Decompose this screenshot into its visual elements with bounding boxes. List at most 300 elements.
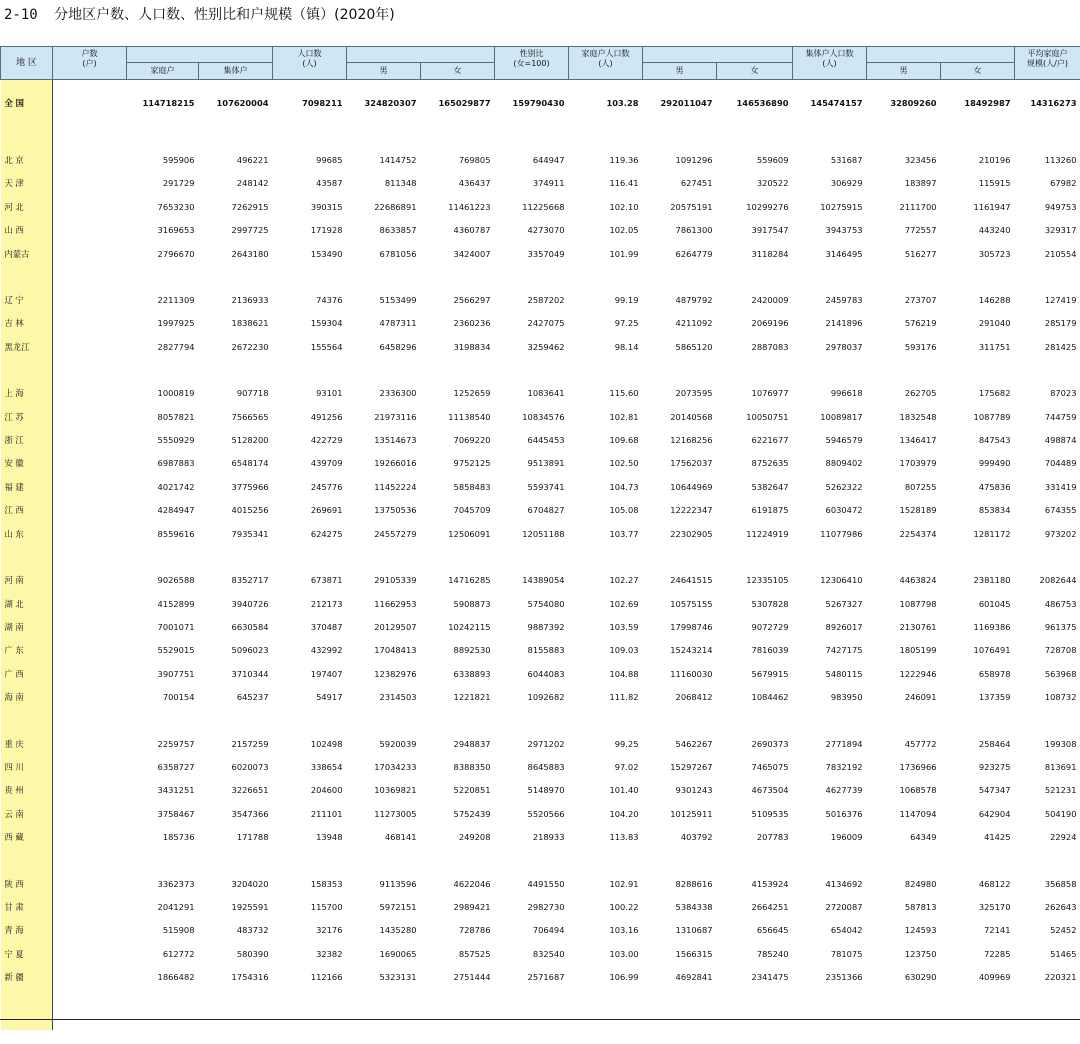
table-cell: 516277: [904, 248, 937, 259]
table-cell: 374911: [532, 178, 565, 189]
table-cell: 10089817: [820, 411, 863, 422]
table-cell: 504190: [1044, 808, 1077, 819]
table-cell: 2073595: [675, 388, 713, 399]
table-cell: 824980: [904, 878, 937, 889]
table-cell: 496221: [236, 155, 269, 165]
table-row: [1, 196, 1080, 219]
table-cell: 2827794: [157, 341, 195, 352]
table-row: [1, 429, 1080, 452]
table-cell: 102.27: [609, 575, 639, 586]
table-cell: 17562037: [670, 458, 713, 469]
table-cell: 4787311: [379, 318, 417, 329]
table-cell: 728708: [1044, 645, 1077, 656]
table-cell: 20140568: [670, 411, 713, 422]
table-cell: 5858483: [453, 481, 491, 492]
table-cell: 3775966: [231, 481, 269, 492]
table-cell: 3907751: [157, 668, 195, 679]
table-cell: 11138540: [448, 411, 491, 422]
table-cell: 104.88: [609, 668, 639, 679]
table-cell: 9072729: [751, 621, 789, 632]
table-cell: 7861300: [675, 225, 713, 236]
table-row: [1, 336, 1080, 359]
table-cell: 2041291: [157, 901, 195, 912]
table-cell: 1084462: [751, 692, 789, 703]
table-row: [1, 756, 1080, 779]
table-cell: 4152899: [157, 598, 195, 609]
table-cell: 1346417: [899, 435, 937, 446]
table-cell: 2314503: [379, 692, 417, 703]
header-collective-households: 集体户: [199, 63, 273, 80]
region-name: 辽 宁: [1, 289, 53, 312]
table-spacer-row: [1, 990, 1080, 1030]
table-cell: 704489: [1044, 458, 1077, 469]
table-cell: 103.59: [609, 621, 639, 632]
table-cell: 245776: [310, 481, 343, 492]
table-cell: 2341475: [751, 972, 789, 983]
table-cell: 8633857: [379, 225, 417, 236]
table-cell: 124593: [904, 925, 937, 936]
table-cell: 3118284: [751, 248, 789, 259]
table-cell: 601045: [978, 598, 1011, 609]
table-cell: 515908: [162, 925, 195, 936]
region-name: 山 西: [1, 219, 53, 242]
header-sex-ratio: 性别比 (女=100): [495, 47, 569, 80]
table-cell: 3169653: [157, 225, 195, 236]
table-cell: 2351366: [825, 972, 863, 983]
region-name: 重 庆: [1, 733, 53, 756]
table-cell: 644947: [532, 155, 565, 165]
table-cell: 5550929: [157, 435, 195, 446]
table-cell: 285179: [1044, 318, 1077, 329]
table-cell: 674355: [1044, 505, 1077, 516]
table-spacer-row: [1, 710, 1080, 733]
table-cell: 99685: [316, 155, 343, 165]
table-cell: 105.08: [609, 505, 639, 516]
table-cell: 29105339: [374, 575, 417, 586]
table-cell: 119.36: [609, 155, 639, 165]
table-cell: 5754080: [527, 598, 565, 609]
header-family-households: 家庭户: [127, 63, 199, 80]
table-cell: 907718: [236, 388, 269, 399]
table-cell: 19266016: [374, 458, 417, 469]
table-cell: 72285: [984, 948, 1011, 959]
table-cell: 999490: [978, 458, 1011, 469]
table-cell: 5462267: [675, 738, 713, 749]
table-cell: 72141: [984, 925, 1011, 936]
region-name: 浙 江: [1, 429, 53, 452]
table-cell: 5920039: [379, 738, 417, 749]
table-cell: 2690373: [751, 738, 789, 749]
table-cell: 12168256: [670, 435, 713, 446]
table-cell: 101.99: [609, 248, 639, 259]
table-cell: 2459783: [825, 295, 863, 306]
table-cell: 832540: [532, 948, 565, 959]
table-cell: 115.60: [609, 388, 639, 399]
region-name: [1, 359, 53, 382]
table-cell: 7098211: [302, 98, 343, 108]
table-cell: 32809260: [890, 98, 937, 108]
table-cell: 2360236: [453, 318, 491, 329]
table-cell: 6044083: [527, 668, 565, 679]
region-name: 江 苏: [1, 406, 53, 429]
table-cell: 3710344: [231, 668, 269, 679]
table-cell: 5865120: [675, 341, 713, 352]
table-cell: 2672230: [231, 341, 269, 352]
data-table: [0, 46, 1080, 1030]
table-cell: 1925591: [231, 901, 269, 912]
table-cell: 1805199: [899, 645, 937, 656]
table-cell: 103.16: [609, 925, 639, 936]
table-cell: 4211092: [675, 318, 713, 329]
table-cell: 11461223: [448, 201, 491, 212]
region-name: 上 海: [1, 382, 53, 405]
region-name: 山 东: [1, 523, 53, 546]
table-cell: 15243214: [670, 645, 713, 656]
table-cell: 5529015: [157, 645, 195, 656]
table-cell: 486753: [1044, 598, 1077, 609]
table-cell: 12306410: [820, 575, 863, 586]
header-family-male: 男: [643, 63, 717, 80]
table-cell: 1222946: [899, 668, 937, 679]
table-cell: 2948837: [453, 738, 491, 749]
table-cell: 22924: [1050, 832, 1077, 843]
table-cell: 3917547: [751, 225, 789, 236]
table-cell: 2254374: [899, 528, 937, 539]
table-cell: 22686891: [374, 201, 417, 212]
region-name: 湖 南: [1, 616, 53, 639]
table-cell: 8645883: [527, 761, 565, 772]
table-cell: 4134692: [825, 878, 863, 889]
table-cell: 2751444: [453, 972, 491, 983]
header-avg-size: 平均家庭户 规模(人/户): [1015, 47, 1080, 80]
table-cell: 4021742: [157, 481, 195, 492]
table-cell: 5384338: [675, 901, 713, 912]
table-cell: 4463824: [899, 575, 937, 586]
table-cell: 5752439: [453, 808, 491, 819]
table-cell: 7653230: [157, 201, 195, 212]
table-cell: 5307828: [751, 598, 789, 609]
table-cell: 115915: [978, 178, 1011, 189]
table-row: [1, 616, 1080, 639]
table-cell: 175682: [978, 388, 1011, 399]
table-cell: 5382647: [751, 481, 789, 492]
table-row-national: [1, 80, 1080, 127]
region-name: 吉 林: [1, 312, 53, 335]
table-row: [1, 919, 1080, 942]
region-name: 广 东: [1, 639, 53, 662]
table-cell: 390315: [310, 201, 343, 212]
table-cell: 4153924: [751, 878, 789, 889]
table-cell: 811348: [384, 178, 417, 189]
table-cell: 2259757: [157, 738, 195, 749]
table-bottom-rule: [0, 1019, 1080, 1020]
table-cell: 422729: [310, 435, 343, 446]
table-cell: 1414752: [379, 155, 417, 165]
table-cell: 171788: [236, 832, 269, 843]
table-cell: 6338893: [453, 668, 491, 679]
table-cell: 32382: [316, 948, 343, 959]
table-cell: 4622046: [453, 878, 491, 889]
table-cell: 102.69: [609, 598, 639, 609]
table-cell: 483732: [236, 925, 269, 936]
region-name: 甘 肃: [1, 896, 53, 919]
table-cell: 1252659: [453, 388, 491, 399]
table-cell: 443240: [978, 225, 1011, 236]
header-population-male: 男: [347, 63, 421, 80]
table-cell: 8809402: [825, 458, 863, 469]
table-cell: 11224919: [746, 528, 789, 539]
table-cell: 158353: [310, 878, 343, 889]
region-name: 广 西: [1, 663, 53, 686]
table-cell: 5908873: [453, 598, 491, 609]
table-cell: 409969: [978, 972, 1011, 983]
table-cell: 4491550: [527, 878, 565, 889]
table-cell: 6221677: [751, 435, 789, 446]
table-cell: 11160030: [670, 668, 713, 679]
table-cell: 9301243: [675, 785, 713, 796]
table-cell: 102.91: [609, 878, 639, 889]
table-cell: 4015256: [231, 505, 269, 516]
table-cell: 9513891: [527, 458, 565, 469]
table-row: [1, 686, 1080, 709]
table-cell: 10644969: [670, 481, 713, 492]
table-cell: 102.50: [609, 458, 639, 469]
table-cell: 642904: [978, 808, 1011, 819]
region-name: 湖 北: [1, 593, 53, 616]
table-cell: 7045709: [453, 505, 491, 516]
table-cell: 5480115: [825, 668, 863, 679]
table-cell: 1169386: [973, 621, 1011, 632]
table-cell: 13514673: [374, 435, 417, 446]
table-cell: 8388350: [453, 761, 491, 772]
table-cell: 104.20: [609, 808, 639, 819]
header-family-population-group: [643, 47, 793, 63]
table-cell: 627451: [680, 178, 713, 189]
table-cell: 1736966: [899, 761, 937, 772]
table-row: [1, 452, 1080, 475]
table-cell: 15297267: [670, 761, 713, 772]
table-cell: 155564: [310, 341, 343, 352]
table-cell: 197407: [310, 668, 343, 679]
header-population: 人口数 (人): [273, 47, 347, 80]
table-cell: 97.25: [614, 318, 639, 329]
table-cell: 12382976: [374, 668, 417, 679]
table-cell: 113.83: [609, 832, 639, 843]
table-cell: 3943753: [825, 225, 863, 236]
table-cell: 104.73: [609, 481, 639, 492]
region-name: 全 国: [1, 80, 53, 127]
table-cell: 11662953: [374, 598, 417, 609]
table-cell: 7935341: [231, 528, 269, 539]
table-cell: 99.25: [614, 738, 639, 749]
region-name: 河 南: [1, 569, 53, 592]
region-name: 北 京: [1, 149, 53, 172]
table-cell: 12335105: [746, 575, 789, 586]
table-cell: 204600: [310, 785, 343, 796]
table-cell: 22302905: [670, 528, 713, 539]
table-cell: 1147094: [899, 808, 937, 819]
table-row: [1, 382, 1080, 405]
table-cell: 2211309: [157, 295, 195, 306]
table-cell: 32176: [316, 925, 343, 936]
region-name: [1, 546, 53, 569]
table-cell: 3547366: [231, 808, 269, 819]
table-cell: 559609: [756, 155, 789, 165]
table-cell: 9887392: [527, 621, 565, 632]
table-cell: 853834: [978, 505, 1011, 516]
table-cell: 2336300: [379, 388, 417, 399]
table-cell: 324820307: [364, 98, 417, 108]
table-cell: 5109535: [751, 808, 789, 819]
table-cell: 6548174: [231, 458, 269, 469]
table-cell: 262705: [904, 388, 937, 399]
table-cell: 13750536: [374, 505, 417, 516]
table-cell: 165029877: [438, 98, 491, 108]
table-cell: 338654: [310, 761, 343, 772]
table-cell: 1997925: [157, 318, 195, 329]
table-cell: 923275: [978, 761, 1011, 772]
table-cell: 114718215: [142, 98, 195, 108]
table-cell: 3431251: [157, 785, 195, 796]
region-name: 内蒙古: [1, 243, 53, 266]
table-cell: 5946579: [825, 435, 863, 446]
table-cell: 262643: [1044, 901, 1077, 912]
table-cell: 2571687: [527, 972, 565, 983]
table-cell: 311751: [978, 341, 1011, 352]
table-cell: 7001071: [157, 621, 195, 632]
table-cell: 5520566: [527, 808, 565, 819]
table-cell: 547347: [978, 785, 1011, 796]
table-cell: 9113596: [379, 878, 417, 889]
table-cell: 12506091: [448, 528, 491, 539]
table-cell: 291040: [978, 318, 1011, 329]
table-cell: 21973116: [374, 411, 417, 422]
table-cell: 2997725: [231, 225, 269, 236]
table-cell: 3226651: [231, 785, 269, 796]
table-cell: 1832548: [899, 411, 937, 422]
table-cell: 658978: [978, 668, 1011, 679]
table-cell: 137359: [978, 692, 1011, 703]
table-cell: 258464: [978, 738, 1011, 749]
table-cell: 2136933: [231, 295, 269, 306]
table-cell: 4692841: [675, 972, 713, 983]
table-row: [1, 733, 1080, 756]
table-cell: 17048413: [374, 645, 417, 656]
table-cell: 3357049: [527, 248, 565, 259]
table-cell: 2887083: [751, 341, 789, 352]
table-cell: 8892530: [453, 645, 491, 656]
table-cell: 5323131: [379, 972, 417, 983]
table-cell: 11077986: [820, 528, 863, 539]
table-cell: 2989421: [453, 901, 491, 912]
table-spacer-row: [1, 266, 1080, 289]
table-cell: 2427075: [527, 318, 565, 329]
table-cell: 700154: [162, 692, 195, 703]
table-cell: 576219: [904, 318, 937, 329]
table-cell: 1281172: [973, 528, 1011, 539]
table-cell: 468122: [978, 878, 1011, 889]
table-cell: 4673504: [751, 785, 789, 796]
table-cell: 5016376: [825, 808, 863, 819]
table-row: [1, 663, 1080, 686]
table-cell: 2587202: [527, 295, 565, 306]
table-cell: 3362373: [157, 878, 195, 889]
table-cell: 6445453: [527, 435, 565, 446]
table-cell: 109.68: [609, 435, 639, 446]
table-cell: 4879792: [675, 295, 713, 306]
region-name: 天 津: [1, 172, 53, 195]
table-cell: 13948: [316, 832, 343, 843]
table-cell: 2111700: [899, 201, 937, 212]
table-cell: 6781056: [379, 248, 417, 259]
table-cell: 17034233: [374, 761, 417, 772]
table-cell: 5593741: [527, 481, 565, 492]
table-cell: 10275915: [820, 201, 863, 212]
table-cell: 593176: [904, 341, 937, 352]
table-cell: 4284947: [157, 505, 195, 516]
table-row: [1, 312, 1080, 335]
table-cell: 183897: [904, 178, 937, 189]
table-row: [1, 476, 1080, 499]
table-cell: 10575155: [670, 598, 713, 609]
table-cell: 630290: [904, 972, 937, 983]
table-cell: 11273005: [374, 808, 417, 819]
table-cell: 74376: [316, 295, 343, 306]
table-cell: 8288616: [675, 878, 713, 889]
table-spacer-row: [1, 546, 1080, 569]
table-cell: 6704827: [527, 505, 565, 516]
table-cell: 3758467: [157, 808, 195, 819]
table-cell: 103.00: [609, 948, 639, 959]
table-cell: 11225668: [522, 201, 565, 212]
region-name: 云 南: [1, 803, 53, 826]
table-cell: 1076977: [751, 388, 789, 399]
table-cell: 7465075: [751, 761, 789, 772]
table-cell: 269691: [310, 505, 343, 516]
table-cell: 3940726: [231, 598, 269, 609]
table-cell: 115700: [310, 901, 343, 912]
table-cell: 1076491: [973, 645, 1011, 656]
table-cell: 5262322: [825, 481, 863, 492]
header-collective-population: 集体户人口数 (人): [793, 47, 867, 80]
table-cell: 949753: [1044, 201, 1077, 212]
region-name: 河 北: [1, 196, 53, 219]
region-name: 福 建: [1, 476, 53, 499]
table-cell: 305723: [978, 248, 1011, 259]
table-cell: 785240: [756, 948, 789, 959]
table-cell: 116.41: [609, 178, 639, 189]
header-households-group: [127, 47, 273, 63]
region-name: 黑龙江: [1, 336, 53, 359]
table-cell: 54917: [316, 692, 343, 703]
table-cell: 14316273: [1030, 98, 1077, 108]
table-cell: 996618: [830, 388, 863, 399]
table-cell: 1087798: [899, 598, 937, 609]
table-cell: 6264779: [675, 248, 713, 259]
region-name: 江 西: [1, 499, 53, 522]
table-cell: 106.99: [609, 972, 639, 983]
table-cell: 7816039: [751, 645, 789, 656]
table-row: [1, 289, 1080, 312]
table-cell: 2720087: [825, 901, 863, 912]
region-name: 贵 州: [1, 779, 53, 802]
table-cell: 673871: [310, 575, 343, 586]
statistics-sheet: [0, 46, 1080, 1030]
table-cell: 6358727: [157, 761, 195, 772]
table-row: [1, 499, 1080, 522]
table-cell: 813691: [1044, 761, 1077, 772]
table-cell: 6020073: [231, 761, 269, 772]
